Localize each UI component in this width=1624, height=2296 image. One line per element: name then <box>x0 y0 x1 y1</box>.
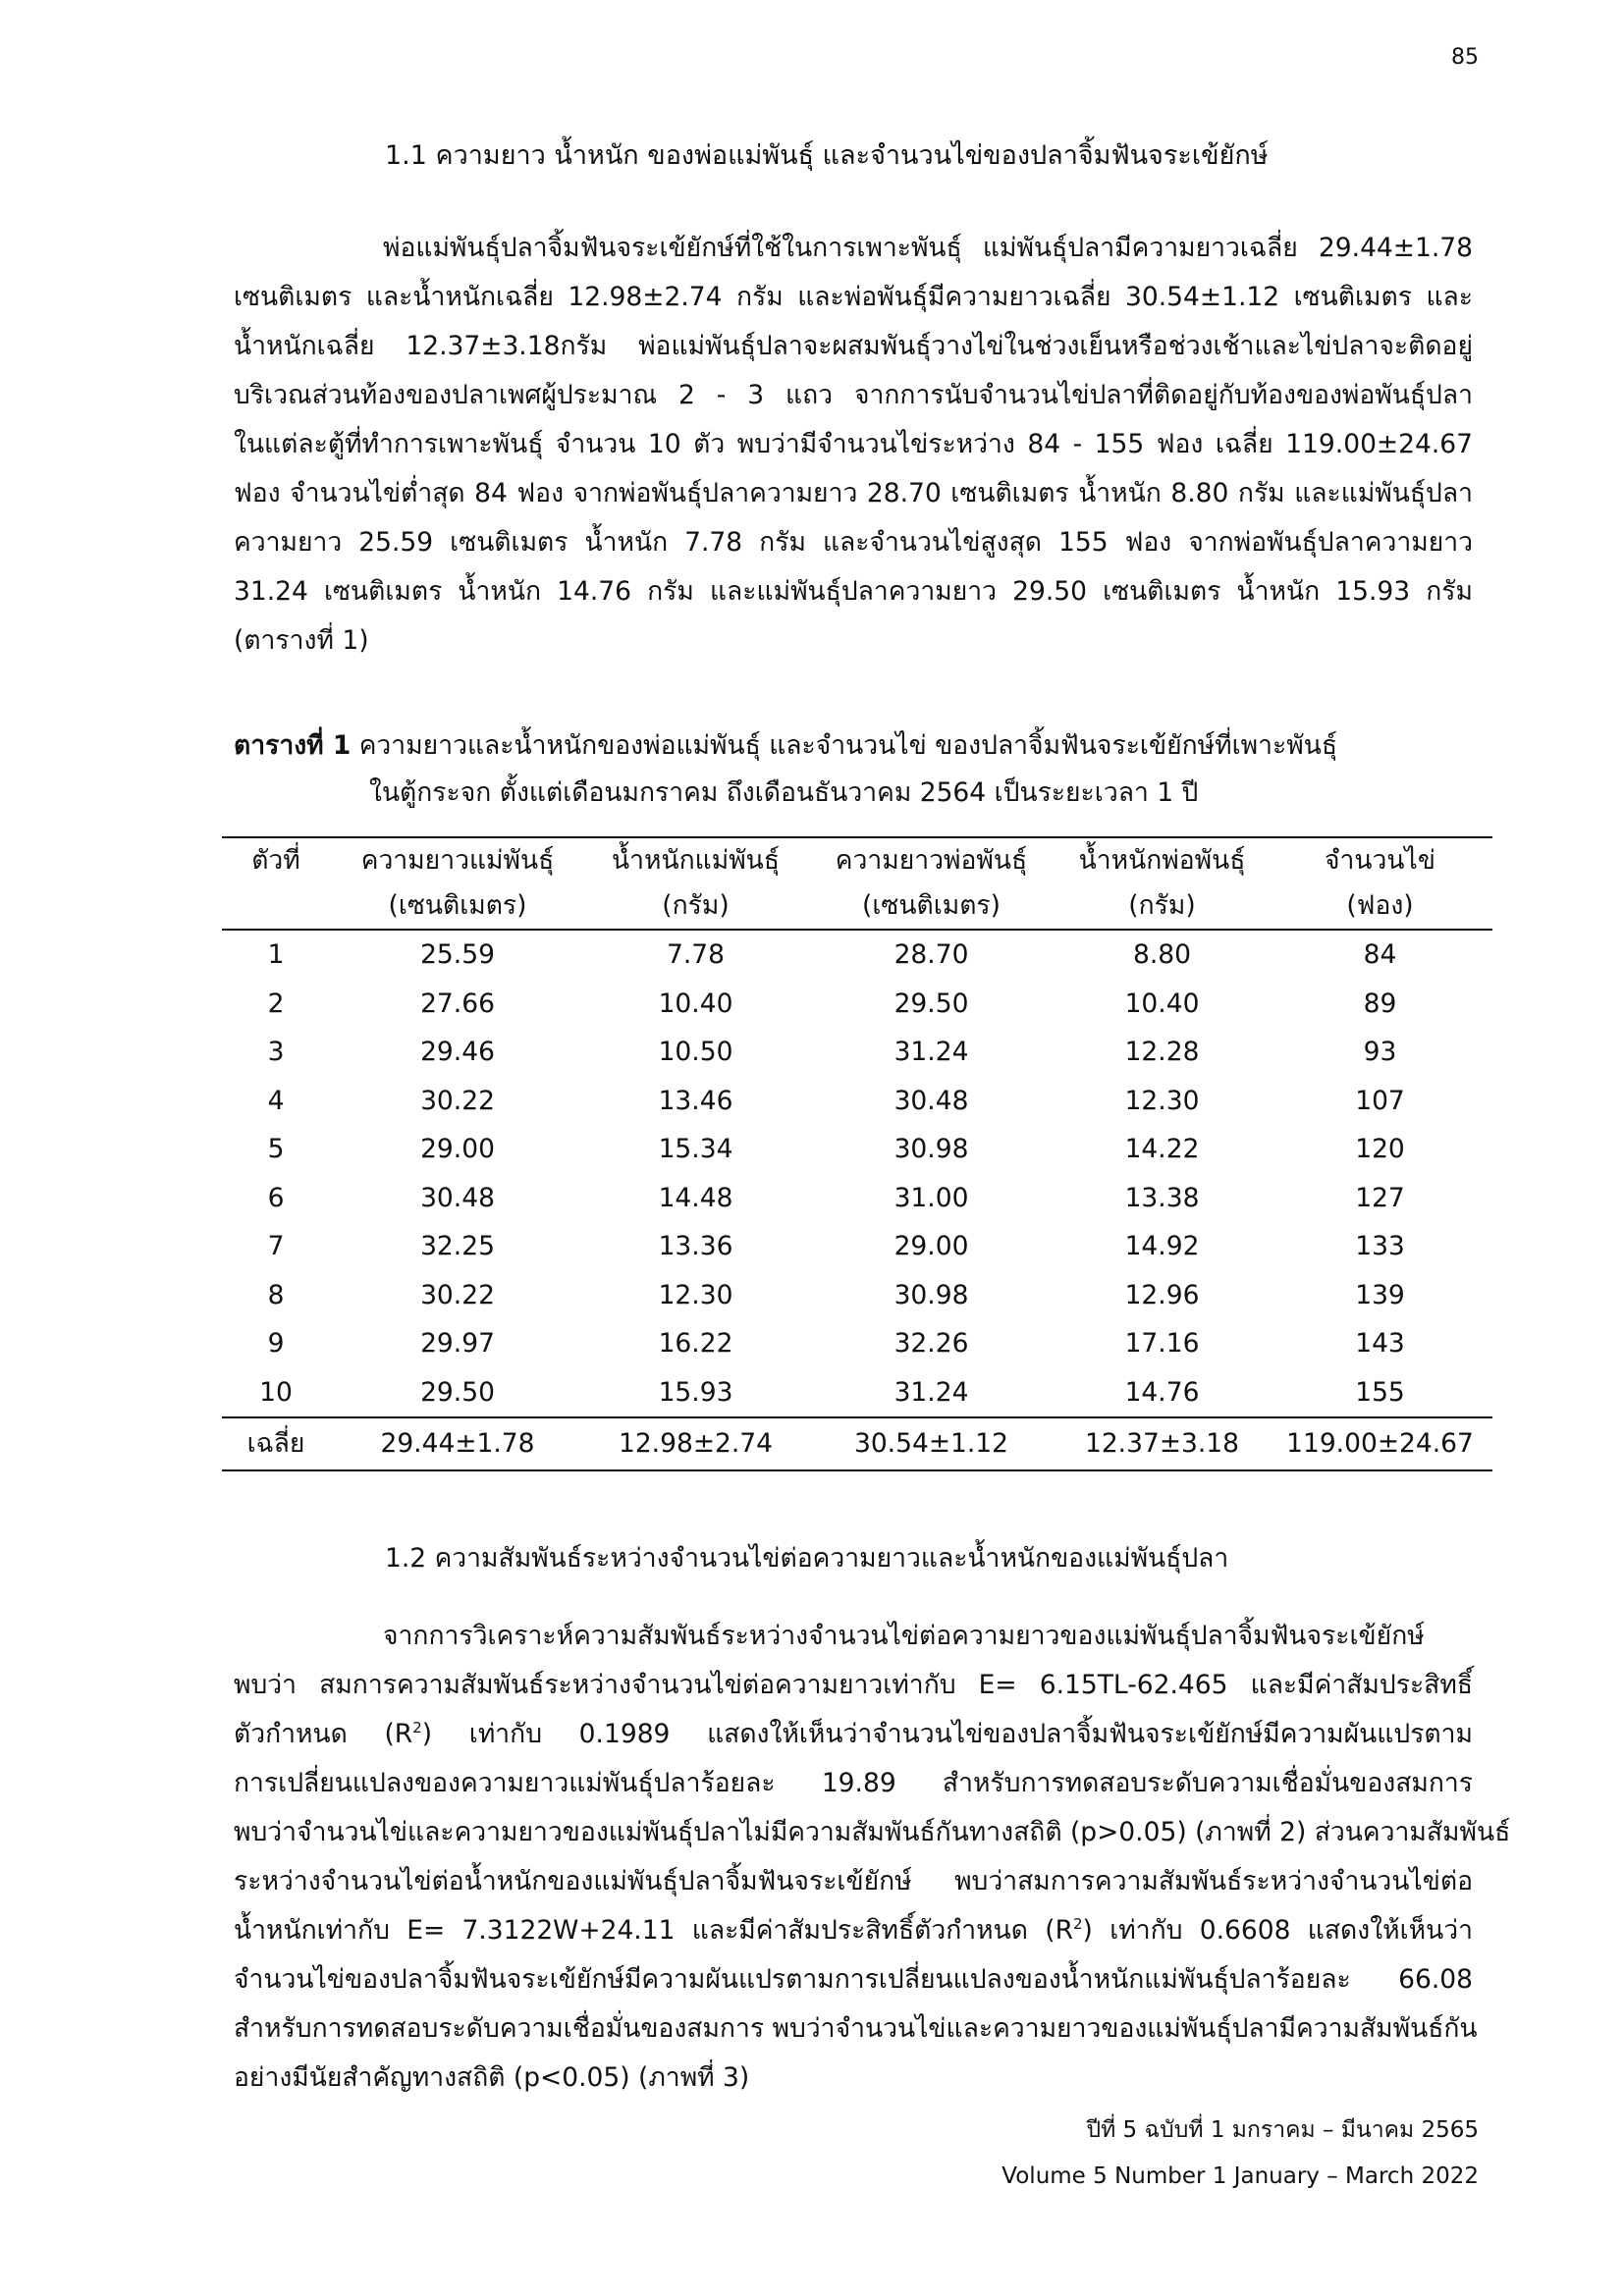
paragraph-line: น้ำหนักเท่ากับ E= 7.3122W+24.11 และมีค่าสัมประสิทธิ์ตัวกำหนด $(R^2)$ เท่ากับ 0.6608 แสดงให้เห็นว่า <box>234 1915 1474 1946</box>
table-cell: 13.46 <box>658 1085 733 1116</box>
table-row <box>222 980 1492 1029</box>
table-cell: 119.00±24.67 <box>1268 1417 1492 1470</box>
table-cell: 1 <box>267 939 285 970</box>
table-row <box>222 1368 1492 1418</box>
column-header: ความยาวพ่อพันธุ์ <box>806 837 1056 883</box>
table-cell: 29.50 <box>420 1376 495 1408</box>
column-header: จำนวนไข่ <box>1268 837 1492 883</box>
table-cell: 10.40 <box>1124 988 1200 1019</box>
table-average-row <box>222 1417 1492 1470</box>
paragraph-line: ความยาว 25.59 เซนติเมตร น้ำหนัก 7.78 กรัม และจำนวนไข่สูงสุด 155 ฟอง จากพ่อพันธุ์ปลาความยาว <box>234 527 1473 558</box>
table-cell: 2 <box>267 988 285 1019</box>
column-unit <box>222 883 330 930</box>
table-cell: 30.22 <box>420 1279 495 1310</box>
paragraph-line: ฟอง จำนวนไข่ต่ำสุด 84 ฟอง จากพ่อพันธุ์ปลาความยาว 28.70 เซนติเมตร น้ำหนัก 8.80 กรัม และแม่พันธุ์ปลา <box>234 478 1473 508</box>
table-row <box>222 1174 1492 1223</box>
table-row <box>222 1077 1492 1126</box>
table-cell: 5 <box>267 1134 285 1164</box>
table-cell: 12.30 <box>658 1279 733 1310</box>
table-cell: 31.24 <box>893 1376 969 1408</box>
table-row <box>222 1222 1492 1271</box>
table-cell: 29.44±1.78 <box>330 1417 585 1470</box>
table-cell: 32.25 <box>420 1231 495 1261</box>
table-header-row <box>222 837 1492 883</box>
table-cell: 7.78 <box>666 939 725 970</box>
table-cell: 9 <box>267 1328 285 1359</box>
table-cell: 14.48 <box>658 1182 733 1213</box>
table-cell: 30.98 <box>893 1134 969 1164</box>
table-row <box>222 930 1492 980</box>
table-cell: 28.70 <box>893 939 969 970</box>
paragraph-line: พบว่า สมการความสัมพันธ์ระหว่างจำนวนไข่ต่อความยาวเท่ากับ E= 6.15TL-62.465 และมีค่าสัมประสิทธิ์ <box>234 1670 1473 1700</box>
table-cell: 12.37±3.18 <box>1056 1417 1268 1470</box>
table-row <box>222 1125 1492 1174</box>
table-caption <box>234 722 1473 817</box>
paragraph-line: เซนติเมตร และน้ำหนักเฉลี่ย 12.98±2.74 กรัม และพ่อพันธุ์มีความยาวเฉลี่ย 30.54±1.12 เซนติเมตร และ <box>234 282 1473 312</box>
column-header: น้ำหนักพ่อพันธุ์ <box>1056 837 1268 883</box>
table-cell: 31.00 <box>893 1182 969 1213</box>
paragraph-line: จากการวิเคราะห์ความสัมพันธ์ระหว่างจำนวนไข่ต่อความยาวของแม่พันธุ์ปลาจิ้มฟันจระเข้ยักษ์ <box>383 1621 1425 1651</box>
table-caption-text-2: ในตู้กระจก ตั้งแต่เดือนมกราคม ถึงเดือนธันวาคม 2564 เป็นระยะเวลา 1 ปี <box>369 777 1199 808</box>
table-cell: 4 <box>267 1085 285 1116</box>
table-cell: 30.48 <box>893 1085 969 1116</box>
table-caption-text: ความยาวและน้ำหนักของพ่อแม่พันธุ์ และจำนวนไข่ ของปลาจิ้มฟันจระเข้ยักษ์ที่เพาะพันธุ์ <box>351 730 1338 761</box>
table-cell: 29.00 <box>420 1134 495 1164</box>
paragraph-line: พ่อแม่พันธุ์ปลาจิ้มฟันจระเข้ยักษ์ที่ใช้ในการเพาะพันธุ์ แม่พันธุ์ปลามีความยาวเฉลี่ย 29.44±1.78 <box>383 233 1473 263</box>
column-header: ตัวที่ <box>222 837 330 883</box>
paragraph-line: สำหรับการทดสอบระดับความเชื่อมั่นของสมการ พบว่าจำนวนไข่และความยาวของแม่พันธุ์ปลามีความสัมพันธ์กัน <box>234 2013 1478 2044</box>
paragraph-line: การเปลี่ยนแปลงของความยาวแม่พันธุ์ปลาร้อยละ 19.89 สำหรับการทดสอบระดับความเชื่อมั่นของสมการ <box>234 1768 1473 1798</box>
paragraph-2 <box>234 1612 1511 2103</box>
table-cell: 14.76 <box>1124 1376 1200 1408</box>
paragraph-line: น้ำหนักเฉลี่ย 12.37±3.18กรัม พ่อแม่พันธุ์ปลาจะผสมพันธุ์วางไข่ในช่วงเย็นหรือช่วงเช้าและไข่ปลาจะติดอยู่ <box>234 331 1473 361</box>
table-cell: 8 <box>267 1279 285 1310</box>
table-cell: 84 <box>1363 939 1397 970</box>
table-cell: 30.22 <box>420 1085 495 1116</box>
table-cell: 14.22 <box>1124 1134 1200 1164</box>
paragraph-line: อย่างมีนัยสำคัญทางสถิติ (p<0.05) (ภาพที่ 3) <box>234 2062 750 2093</box>
paragraph-line: จำนวนไข่ของปลาจิ้มฟันจระเข้ยักษ์มีความผันแปรตามการเปลี่ยนแปลงของน้ำหนักแม่พันธุ์ปลาร้อยละ 66.08 <box>234 1964 1473 1995</box>
paragraph-line: ในแต่ละตู้ที่ทำการเพาะพันธุ์ จำนวน 10 ตัว พบว่ามีจำนวนไข่ระหว่าง 84 - 155 ฟอง เฉลี่ย 119.00±24.67 <box>234 429 1473 459</box>
table-cell: 6 <box>267 1182 285 1213</box>
paragraph-line: บริเวณส่วนท้องของปลาเพศผู้ประมาณ 2 - 3 แถว จากการนับจำนวนไข่ปลาที่ติดอยู่กับท้องของพ่อพันธุ์ปลา <box>234 380 1473 410</box>
table-cell: 25.59 <box>420 939 495 970</box>
data-table <box>222 836 1492 1471</box>
table-cell: 31.24 <box>893 1037 969 1067</box>
table-cell: 3 <box>267 1037 285 1067</box>
table-cell: 13.38 <box>1124 1182 1200 1213</box>
paragraph-line: ระหว่างจำนวนไข่ต่อน้ำหนักของแม่พันธุ์ปลาจิ้มฟันจระเข้ยักษ์ พบว่าสมการความสัมพันธ์ระหว่างจำนวนไข่ต่อ <box>234 1866 1473 1896</box>
table-cell: 89 <box>1363 988 1397 1019</box>
table-cell: 29.00 <box>893 1231 969 1261</box>
table-cell: 8.80 <box>1132 939 1191 970</box>
table-cell: 12.96 <box>1124 1279 1200 1310</box>
column-unit: (กรัม) <box>585 883 806 930</box>
table-cell: 143 <box>1355 1328 1405 1359</box>
column-unit: (เซนติเมตร) <box>330 883 585 930</box>
table-body <box>222 930 1492 1417</box>
table-cell: 93 <box>1363 1037 1397 1067</box>
table-cell: 30.54±1.12 <box>806 1417 1056 1470</box>
column-header: ความยาวแม่พันธุ์ <box>330 837 585 883</box>
paragraph-line: ตัวกำหนด $(R^2)$ เท่ากับ 0.1989 แสดงให้เห็นว่าจำนวนไข่ของปลาจิ้มฟันจระเข้ยักษ์มีความผันแปรตาม <box>234 1719 1473 1749</box>
table-row <box>222 1319 1492 1368</box>
table-cell: 30.48 <box>420 1182 495 1213</box>
section-heading: 1.1 ความยาว น้ำหนัก ของพ่อแม่พันธุ์ และจำนวนไข่ของปลาจิ้มฟันจระเข้ยักษ์ <box>385 140 1269 171</box>
table-cell: 120 <box>1355 1134 1405 1164</box>
table-cell: 7 <box>267 1231 285 1261</box>
table-cell: 13.36 <box>658 1231 733 1261</box>
footer-english: Volume 5 Number 1 January – March 2022 <box>1001 2163 1479 2189</box>
table-cell: เฉลี่ย <box>222 1417 330 1470</box>
table-cell: 15.34 <box>658 1134 733 1164</box>
table-cell: 27.66 <box>420 988 495 1019</box>
table-cell: 29.97 <box>420 1328 495 1359</box>
table-cell: 107 <box>1355 1085 1405 1116</box>
column-unit: (กรัม) <box>1056 883 1268 930</box>
table-cell: 155 <box>1355 1376 1405 1408</box>
footer-thai: ปีที่ 5 ฉบับที่ 1 มกราคม – มีนาคม 2565 <box>1086 2117 1479 2143</box>
table-cell: 133 <box>1355 1231 1405 1261</box>
table-cell: 12.28 <box>1124 1037 1200 1067</box>
column-unit: (ฟอง) <box>1268 883 1492 930</box>
table-cell: 15.93 <box>658 1376 733 1408</box>
table-cell: 29.50 <box>893 988 969 1019</box>
table-cell: 12.30 <box>1124 1085 1200 1116</box>
table-row <box>222 1271 1492 1320</box>
table-cell: 14.92 <box>1124 1231 1200 1261</box>
paragraph-line: (ตารางที่ 1) <box>234 625 369 656</box>
paragraph-1 <box>234 224 1473 666</box>
table-cell: 10 <box>259 1376 293 1408</box>
table-cell: 32.26 <box>893 1328 969 1359</box>
table-caption-label: ตารางที่ 1 <box>234 730 352 761</box>
table-header-units-row <box>222 883 1492 930</box>
column-header: น้ำหนักแม่พันธุ์ <box>585 837 806 883</box>
paragraph-line: พบว่าจำนวนไข่และความยาวของแม่พันธุ์ปลาไม่มีความสัมพันธ์กันทางสถิติ (p>0.05) (ภาพที่ 2) ส่วนความสัมพันธ์ <box>234 1817 1511 1847</box>
table-cell: 10.40 <box>658 988 733 1019</box>
table-cell: 10.50 <box>658 1037 733 1067</box>
sub-heading: 1.2 ความสัมพันธ์ระหว่างจำนวนไข่ต่อความยาวและน้ำหนักของแม่พันธุ์ปลา <box>385 1543 1229 1574</box>
table-cell: 30.98 <box>893 1279 969 1310</box>
table-cell: 17.16 <box>1124 1328 1200 1359</box>
table-cell: 29.46 <box>420 1037 495 1067</box>
table-row <box>222 1028 1492 1077</box>
page-number: 85 <box>1451 45 1479 70</box>
table-cell: 12.98±2.74 <box>585 1417 806 1470</box>
column-unit: (เซนติเมตร) <box>806 883 1056 930</box>
table-cell: 16.22 <box>658 1328 733 1359</box>
table-cell: 127 <box>1355 1182 1405 1213</box>
paragraph-line: 31.24 เซนติเมตร น้ำหนัก 14.76 กรัม และแม่พันธุ์ปลาความยาว 29.50 เซนติเมตร น้ำหนัก 15.93 กรัม <box>234 576 1473 607</box>
table-cell: 139 <box>1355 1279 1405 1310</box>
